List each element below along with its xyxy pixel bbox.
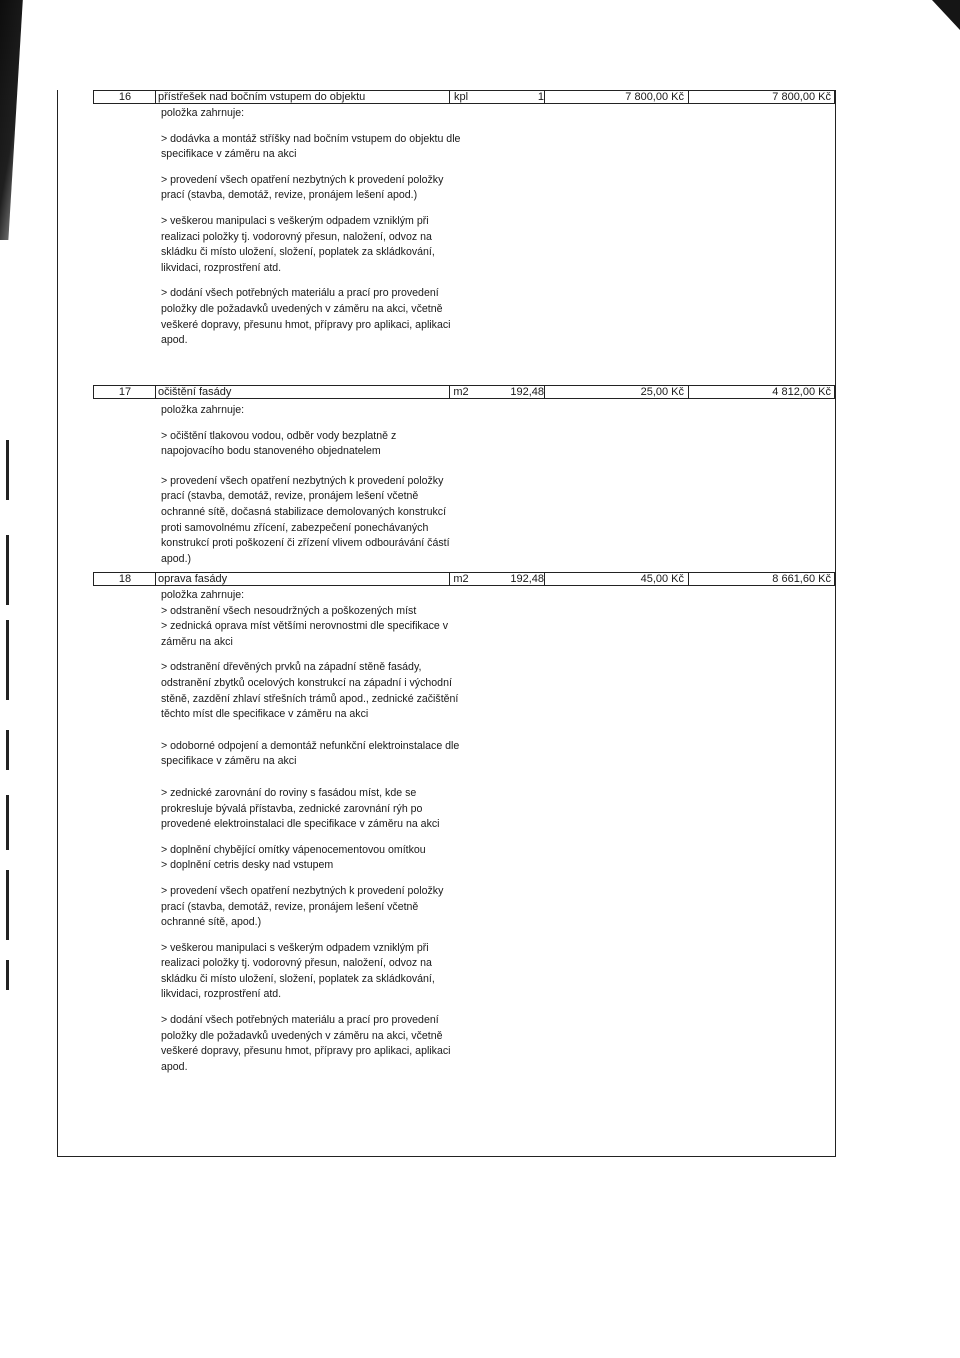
item-unit-price: 25,00 Kč xyxy=(640,386,684,398)
item-unit: m2 xyxy=(453,573,469,585)
item-quantity: 1 xyxy=(537,91,544,103)
item-heading: položka zahrnuje: xyxy=(161,404,245,416)
scan-dark-corner xyxy=(932,0,960,30)
description-line: > očištění tlakovou vodou, odběr vody bezplatně z napojovacího bodu stanoveného objednatelem xyxy=(161,429,397,458)
item-row xyxy=(58,572,835,586)
item-name: očištění fasády xyxy=(158,386,232,398)
budget-table xyxy=(57,90,836,1157)
item-description xyxy=(161,403,461,567)
item-number: 18 xyxy=(118,573,132,585)
description-line: > veškerou manipulaci s veškerým odpadem vzniklým při realizaci položky tj. vodorovný přesun, naložení, odvoz na skládku či místo uložení, složení, poplatek za skládkování, likvidaci, rozprostření atd. xyxy=(161,941,435,1001)
description-line: > provedení všech opatření nezbytných k provedení položky prací (stavba, demotáž, revize, pronájem lešení včetně ochranné sítě, dočasná stabilizace demolovaných konstrukcí proti samovolnému zřícení, zabezpečení ponechávaných konstrukcí proti poškození či zřízení vlivem odbourávání částí apod.) xyxy=(161,474,450,565)
description-line: > doplnění chybějící omítky vápenocementovou omítkou xyxy=(161,843,426,856)
item-number: 17 xyxy=(118,386,132,398)
description-line: > doplnění cetris desky nad vstupem xyxy=(161,859,334,872)
item-description xyxy=(161,106,461,349)
item-heading: položka zahrnuje: xyxy=(161,107,245,119)
description-line: > provedení všech opatření nezbytných k provedení položky prací (stavba, demotáž, revize, pronájem lešení apod.) xyxy=(161,173,444,202)
item-quantity: 192,48 xyxy=(510,386,544,398)
item-total: 7 800,00 Kč xyxy=(772,91,831,103)
description-line: > dodání všech potřebných materiálu a prací pro provedení položky dle požadavků uvedených v záměru na akci, včetně veškeré dopravy, přesunu hmot, přípravy pro aplikaci, aplikaci apod. xyxy=(161,1014,451,1073)
description-line: > odoborné odpojení a demontáž nefunkční elektroinstalace dle specifikace v záměru na akci xyxy=(161,739,460,768)
description-line: > veškerou manipulaci s veškerým odpadem vzniklým při realizaci položky tj. vodorovný přesun, naložení, odvoz na skládku či místo uložení, složení, poplatek za skládkování, likvidaci, rozprostření atd. xyxy=(161,214,435,274)
description-line: > provedení všech opatření nezbytných k provedení položky prací (stavba, demotáž, revize, pronájem lešení včetně ochranné sítě, apod.) xyxy=(161,884,444,929)
description-line: > dodání všech potřebných materiálu a prací pro provedení položky dle požadavků uvedených v záměru na akci, včetně veškeré dopravy, přesunu hmot, přípravy pro aplikaci, aplikaci apod. xyxy=(161,287,451,347)
description-line: > odstranění všech nesoudržných a poškozených míst xyxy=(161,604,417,617)
description-line: > odstranění dřevěných prvků na západní stěně fasády, odstranění zbytků ocelových konstrukcí na západní i východní stěně, zazdění zhlaví střešních trámů apod., zednické začištění těchto míst dle specifikace v záměru na akci xyxy=(161,661,459,721)
description-line: > zednická oprava míst většími nerovnostmi dle specifikace v záměru na akci xyxy=(161,620,449,648)
item-unit-price: 45,00 Kč xyxy=(640,573,684,585)
item-name: oprava fasády xyxy=(158,573,228,585)
item-heading: položka zahrnuje: xyxy=(161,589,245,601)
item-row xyxy=(58,385,835,399)
scan-binding-marks xyxy=(0,440,14,1140)
description-line: > dodávka a montáž stříšky nad bočním vstupem do objektu dle specifikace v záměru na akci xyxy=(161,132,461,161)
item-number: 16 xyxy=(118,91,132,103)
item-total: 4 812,00 Kč xyxy=(772,386,831,398)
item-row xyxy=(58,90,835,104)
item-total: 8 661,60 Kč xyxy=(772,573,831,585)
item-description xyxy=(161,588,461,1075)
description-line: > zednické zarovnání do roviny s fasádou míst, kde se prokresluje bývalá přístavba, zednické zarovnání rýh po provedené elektroinstalaci dle specifikace v záměru na akci xyxy=(161,786,440,831)
item-unit: kpl xyxy=(453,91,469,103)
item-name: přístřešek nad bočním vstupem do objektu xyxy=(158,91,366,103)
item-unit: m2 xyxy=(453,386,469,398)
item-unit-price: 7 800,00 Kč xyxy=(625,91,684,103)
item-quantity: 192,48 xyxy=(510,573,544,585)
scan-dark-edge xyxy=(0,0,38,240)
